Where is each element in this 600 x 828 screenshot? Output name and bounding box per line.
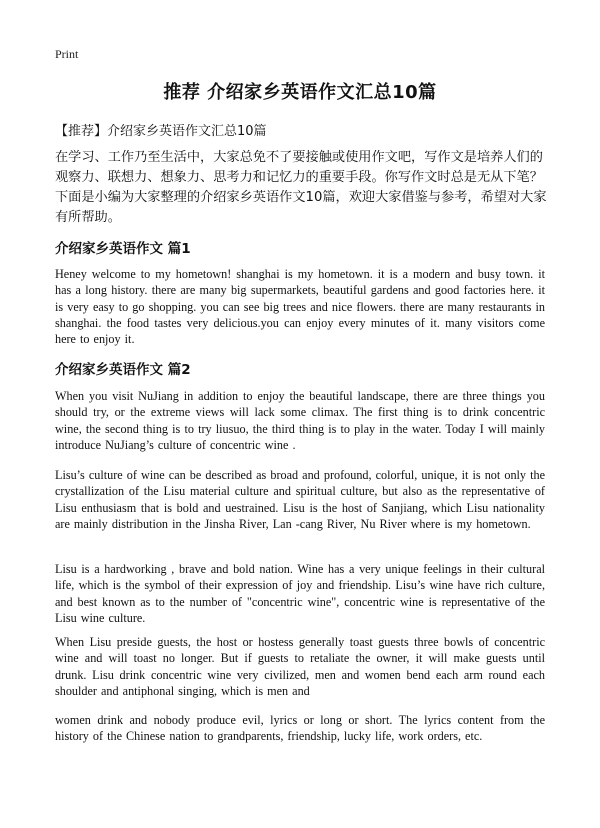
intro-paragraph: 在学习、工作乃至生活中，大家总免不了要接触或使用作文吧，写作文是培养人们的观察力、联想力、想象力、思考力和记忆力的重要手段。你写作文时总是无从下笔？下面是小编为大家整理的介绍家乡英语作文10篇，欢迎大家借鉴与参考，希望对大家有所帮助。: [55, 150, 547, 225]
section-2-paragraph-3: Lisu is a hardworking , brave and bold nation. Wine has a very unique feelings in their cultural life, which is the symbol of their expression of joy and friendship. Lisu’s wine have rich culture, and best known as to the number of "concentric wine", concentric wine is representative of the Lisu wine culture.: [55, 562, 545, 625]
section-2-paragraph-1: When you visit NuJiang in addition to enjoy the beautiful landscape, there are three things you should try, or the extreme views will lack some climax. The first thing is to drink concentric wine, the second thing is to try liusuo, the third thing is to play in the water. Today I will mainly introduce NuJiang’s culture of concentric wine .: [55, 389, 545, 452]
section-2-paragraph-2: Lisu’s culture of wine can be described as broad and profound, colorful, unique, it is not only the crystallization of the Lisu material culture and spiritual culture, but also as the representative of Lisu enthusiasm that is bold and uestrained. Lisu is the host of Sanjiang, which Lisu nationality are mainly distribution in the Jinsha River, Lan -cang River, Nu River where is my hometown.: [55, 468, 545, 531]
section-1-paragraph-1: Heney welcome to my hometown! shanghai is my hometown. it is a modern and busy town. it has a long history. there are many big supermarkets, beautiful gardens and good factories here. it is very easy to go shopping. you can see big trees and nice flowers. there are many restaurants in shanghai. the food tastes very delicious.you can enjoy every minutes of it. many visitors come here to enjoy it.: [55, 267, 545, 347]
section-2-heading: 介绍家乡英语作文 篇2: [55, 362, 191, 378]
print-link[interactable]: Print: [55, 47, 79, 61]
section-2-paragraph-5: women drink and nobody produce evil, lyrics or long or short. The lyrics content from the history of the Chinese nation to grandparents, friendship, lucky life, work orders, etc.: [55, 713, 545, 744]
document-subtitle: 【推荐】介绍家乡英语作文汇总10篇: [55, 124, 267, 139]
section-1-heading: 介绍家乡英语作文 篇1: [55, 241, 191, 257]
section-2-paragraph-4: When Lisu preside guests, the host or hostess generally toast guests three bowls of concentric wine and will toast no longer. But if guests to retaliate the owner, it will make guests until drunk. Lisu drink concentric wine very civilized, men and women bend each arm round each shoulder and antiphonal singing, which is men and: [55, 635, 545, 698]
document-title: 推荐 介绍家乡英语作文汇总10篇: [163, 82, 437, 103]
